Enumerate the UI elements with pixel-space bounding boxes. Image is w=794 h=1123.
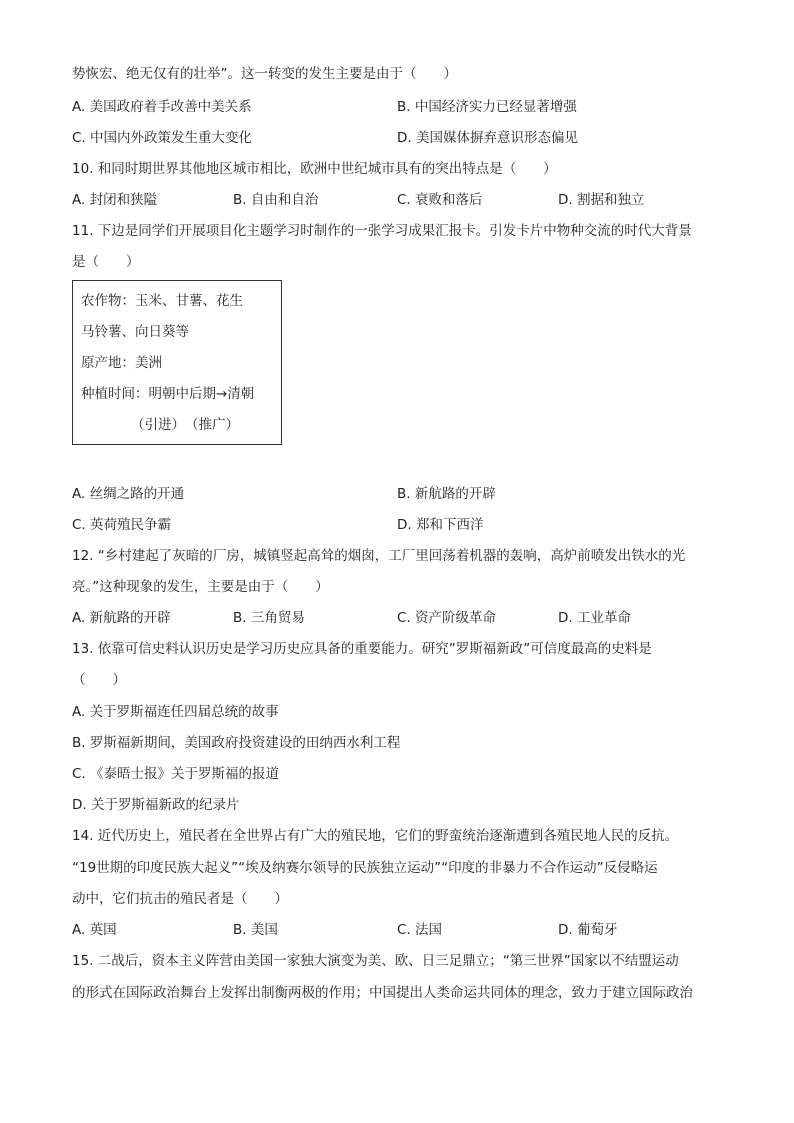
q12-option-a: A. 新航路的开辟 (72, 610, 171, 626)
q14-stem-line2: “19世期的印度民族大起义”“埃及纳赛尔领导的民族独立运动”“印度的非暴力不合作运动”反侵略运 (72, 860, 658, 876)
q10-option-a: A. 封闭和狭隘 (72, 192, 158, 208)
q11-stem-line2: 是（ ） (72, 254, 140, 270)
q9-option-a: A. 美国政府着手改善中美关系 (72, 99, 252, 115)
q15-stem-line2: 的形式在国际政治舞台上发挥出制衡两极的作用；中国提出人类命运共同体的理念，致力于建立国际政治 (72, 985, 693, 1001)
q14-option-a: A. 英国 (72, 922, 117, 938)
q12-option-d: D. 工业革命 (558, 610, 631, 626)
q10-option-d: D. 割据和独立 (558, 192, 645, 208)
q11-option-c: C. 英荷殖民争霸 (72, 517, 172, 533)
q9-option-b: B. 中国经济实力已经显著增强 (397, 99, 577, 115)
q14-option-c: C. 法国 (397, 922, 443, 938)
q15-stem-line1: 15. 二战后，资本主义阵营由美国一家独大演变为美、欧、日三足鼎立；“第三世界”国家以不结盟运动 (72, 953, 679, 969)
q13-stem-line2: （ ） (72, 672, 126, 688)
q11-option-a: A. 丝绸之路的开通 (72, 486, 185, 502)
q10-option-b: B. 自由和自治 (233, 192, 319, 208)
q14-stem-line3: 动中，它们抗击的殖民者是（ ） (72, 891, 288, 907)
q12-stem-line1: 12. “乡村建起了灰暗的厂房，城镇竖起高耸的烟囱，工厂里回荡着机器的轰响，高炉前喷发出铁水的光 (72, 548, 686, 564)
card-line-stages: （引进） （推广） (131, 417, 239, 433)
q10-option-c: C. 衰败和落后 (397, 192, 483, 208)
q14-option-b: B. 美国 (233, 922, 278, 938)
q13-stem-line1: 13. 依靠可信史料认识历史是学习历史应具备的重要能力。研究”罗斯福新政”可信度最高的史料是 (72, 641, 652, 657)
card-line-time: 种植时间：明朝中后期→清朝 (81, 386, 255, 402)
q12-stem-line2: 亮。”这种现象的发生，主要是由于（ ） (72, 579, 329, 595)
q11-option-d: D. 郑和下西洋 (397, 517, 484, 533)
q11-option-b: B. 新航路的开辟 (397, 486, 496, 502)
q13-option-b: B. 罗斯福新期间，美国政府投资建设的田纳西水利工程 (72, 735, 401, 751)
q11-stem-line1: 11. 下边是同学们开展项目化主题学习时制作的一张学习成果汇报卡。引发卡片中物种交流的时代大背景 (72, 223, 692, 239)
card-line-crops-cont: 马铃薯、向日葵等 (81, 324, 189, 340)
q9-stem-tail: 势恢宏、绝无仅有的壮举”。这一转变的发生主要是由于（ ） (72, 66, 457, 82)
q14-option-d: D. 葡萄牙 (558, 922, 618, 938)
q14-stem-line1: 14. 近代历史上，殖民者在全世界占有广大的殖民地，它们的野蛮统治逐渐遭到各殖民地人民的反抗。 (72, 828, 679, 844)
q10-stem: 10. 和同时期世界其他地区城市相比，欧洲中世纪城市具有的突出特点是（ ） (72, 161, 557, 177)
q13-option-d: D. 关于罗斯福新政的纪录片 (72, 797, 240, 813)
card-line-crops: 农作物：玉米、甘薯、花生 (81, 293, 243, 309)
q9-option-c: C. 中国内外政策发生重大变化 (72, 130, 253, 146)
card-line-origin: 原产地：美洲 (81, 355, 162, 371)
q13-option-c: C. 《泰晤士报》关于罗斯福的报道 (72, 766, 280, 782)
q13-option-a: A. 关于罗斯福连任四届总统的故事 (72, 704, 279, 720)
q9-option-d: D. 美国媒体摒弃意识形态偏见 (397, 130, 578, 146)
q12-option-b: B. 三角贸易 (233, 610, 305, 626)
q12-option-c: C. 资产阶级革命 (397, 610, 497, 626)
report-card (72, 280, 282, 445)
